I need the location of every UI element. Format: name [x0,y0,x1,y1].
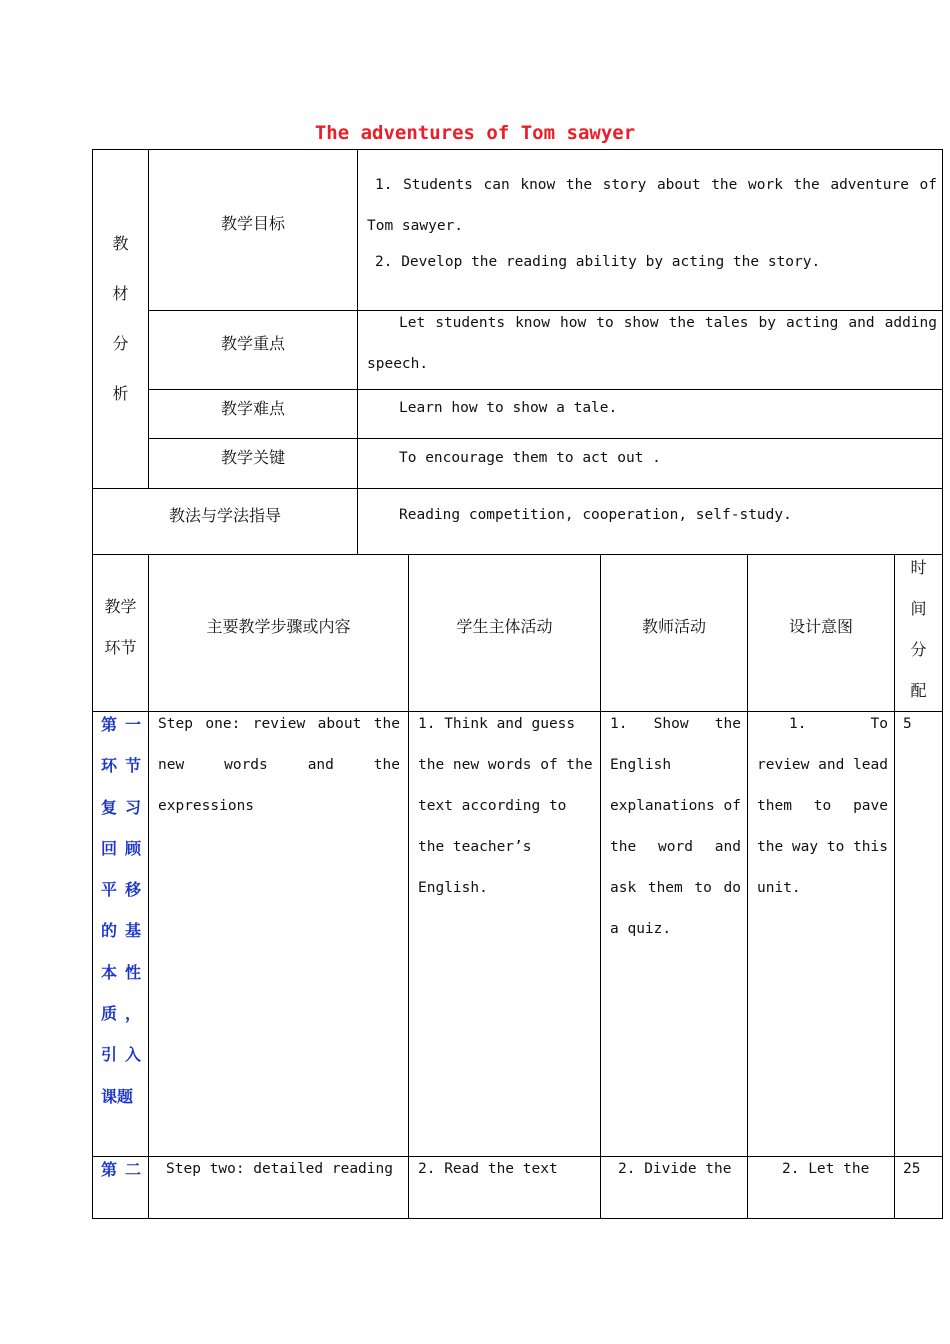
header-stage-line: 环节 [104,638,137,657]
row-divider [92,488,943,489]
column-divider [408,554,409,1219]
stage-line: 第 二 [101,1160,141,1179]
method-content: Reading competition, cooperation, self-study. [399,507,792,523]
objectives-label: 教学目标 [220,214,285,233]
row1-steps: Step one: review about the new words and the expressions [158,716,400,814]
stage-line: 的 基 [101,921,141,941]
side-label-char: 析 [112,384,129,403]
row2-steps: Step two: detailed reading [166,1161,393,1177]
header-time-char: 分 [910,640,927,659]
table-border-top [92,149,943,150]
difficulties-content: Learn how to show a tale. [399,400,618,416]
side-label-char: 材 [112,284,129,303]
table-border-bottom [92,1218,943,1219]
stage-line: 引 入 [101,1045,141,1065]
analysis-side-label [93,219,148,419]
header-time-char: 时 [910,558,927,577]
header-time [895,547,942,711]
key-content: To encourage them to act out . [399,450,661,466]
row2-design: 2. Let the [782,1161,870,1177]
column-divider [747,554,748,1219]
row2-time: 25 [903,1161,921,1177]
stage-line: 平 移 [101,880,141,900]
row2-students: 2. Read the text [418,1161,558,1177]
objective-2: 2. Develop the reading ability by acting the story. [375,254,821,270]
stage-two-label [101,1149,141,1190]
header-stage [93,586,148,668]
stage-line: 复 习 [101,797,141,817]
header-students: 学生主体活动 [456,617,553,636]
row1-design: 1. To review and lead them to pave the way to this unit. [757,716,888,896]
header-time-char: 间 [910,599,927,618]
row-divider [92,554,943,555]
method-label: 教法与学法指导 [168,506,281,525]
stage-line: 课题 [101,1086,134,1106]
difficulties-label: 教学难点 [220,399,285,418]
stage-line: 第 一 [101,715,141,734]
stage-line: 回 顾 [101,838,141,858]
stage-line: 环 节 [101,756,141,776]
header-teacher: 教师活动 [641,617,706,636]
header-design: 设计意图 [788,617,853,636]
row1-students: 1. Think and guess the new words of the text according to the teacher’s English. [418,716,593,896]
column-divider [357,149,358,555]
key-label: 教学关键 [220,448,285,467]
stage-line: 本 性 [101,962,141,982]
row1-teacher: 1. Show the English explanations of the word and ask them to do a quiz. [610,716,741,937]
header-time-char: 配 [910,681,927,700]
side-label-char: 教 [112,234,129,253]
column-divider [148,554,149,1219]
column-divider [600,554,601,1219]
key-points-content: Let students know how to show the tales by acting and adding speech. [367,315,937,372]
row1-time: 5 [903,716,912,732]
key-points-label: 教学重点 [220,334,285,353]
side-label-char: 分 [112,334,129,353]
table-border-right [942,149,943,1219]
document-title: The adventures of Tom sawyer [314,122,636,144]
stage-line: 质 ， [101,1004,141,1024]
stage-one-label [101,704,141,1117]
header-stage-line: 教学 [104,597,137,616]
header-steps: 主要教学步骤或内容 [206,617,351,636]
row2-teacher: 2. Divide the [618,1161,732,1177]
objective-1: 1. Students can know the story about the work the adventure of Tom sawyer. [367,177,937,234]
